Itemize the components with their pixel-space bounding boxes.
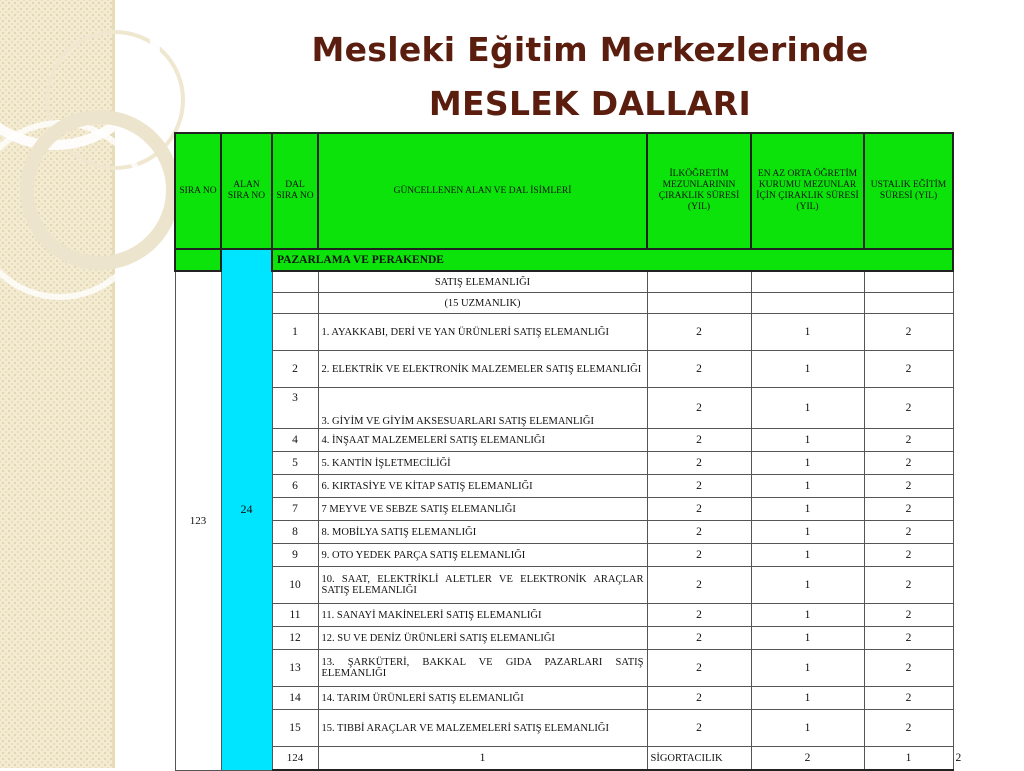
slide-title-line1: Mesleki Eğitim Merkezlerinde: [311, 30, 869, 69]
dal-name: 5. KANTİN İŞLETMECİLİĞİ: [318, 452, 647, 475]
ilkogretim-value: 2: [647, 452, 751, 475]
header-orta-ogretim-suresi: EN AZ ORTA ÖĞRETİM KURUMU MEZUNLAR İÇİN ÇIRAKLIK SÜRESİ (YIL): [751, 133, 864, 249]
header-ilkogretim-suresi: İLKÖĞRETİM MEZUNLARININ ÇIRAKLIK SÜRESİ (YIL): [647, 133, 751, 249]
table-row: [175, 627, 953, 650]
dal-name: 12. SU VE DENİZ ÜRÜNLERİ SATIŞ ELEMANLIĞI: [318, 627, 647, 650]
dal-name: 8. MOBİLYA SATIŞ ELEMANLIĞI: [318, 521, 647, 544]
ilkogretim-value: 2: [647, 604, 751, 627]
empty-cell: [751, 271, 864, 293]
header-alan-sira-no: ALAN SIRA NO: [221, 133, 272, 249]
dal-name: 9. OTO YEDEK PARÇA SATIŞ ELEMANLIĞI: [318, 544, 647, 567]
orta-ogretim-value: 1: [751, 429, 864, 452]
dal-name: 13. ŞARKÜTERİ, BAKKAL VE GIDA PAZARLARI SATIŞ ELEMANLIĞI: [318, 650, 647, 687]
dal-sira-no: 15: [272, 710, 318, 747]
group-subtitle: (15 UZMANLIK): [318, 293, 647, 314]
orta-ogretim-value: 1: [751, 650, 864, 687]
dal-name: SİGORTACILIK: [647, 747, 751, 771]
dal-sira-no: 1: [272, 314, 318, 351]
dal-sira-no: 12: [272, 627, 318, 650]
dal-sira-no: 8: [272, 521, 318, 544]
meslek-dallari-table-wrapper: [174, 132, 962, 771]
group-title-row: [175, 271, 953, 293]
ustalik-value: 2: [864, 314, 953, 351]
dal-sira-no: 4: [272, 429, 318, 452]
ilkogretim-value: 2: [647, 351, 751, 388]
dal-name: 11. SANAYİ MAKİNELERİ SATIŞ ELEMANLIĞI: [318, 604, 647, 627]
alan-sira-no-cell: 24: [221, 249, 272, 770]
table-row: [175, 710, 953, 747]
orta-ogretim-value: 1: [751, 475, 864, 498]
empty-cell: [864, 293, 953, 314]
ustalik-value: 2: [864, 650, 953, 687]
ilkogretim-value: 2: [647, 314, 751, 351]
table-row: [175, 521, 953, 544]
meslek-dallari-table: [174, 132, 962, 771]
orta-ogretim-value: 1: [751, 498, 864, 521]
ilkogretim-value: 2: [647, 627, 751, 650]
table-row: [175, 567, 953, 604]
ilkogretim-value: 2: [647, 521, 751, 544]
orta-ogretim-value: 1: [751, 687, 864, 710]
table-row: [175, 429, 953, 452]
ilkogretim-value: 2: [647, 650, 751, 687]
ustalik-value: 2: [864, 627, 953, 650]
table-row: [175, 475, 953, 498]
sira-no-cell: 123: [175, 271, 221, 770]
section-title: PAZARLAMA VE PERAKENDE: [272, 249, 953, 271]
table-row: [175, 544, 953, 567]
dal-sira-no: 11: [272, 604, 318, 627]
dal-name: 6. KIRTASİYE VE KİTAP SATIŞ ELEMANLIĞI: [318, 475, 647, 498]
table-row: [175, 687, 953, 710]
orta-ogretim-value: 1: [751, 710, 864, 747]
orta-ogretim-value: 1: [751, 627, 864, 650]
slide-title-line2: MESLEK DALLARI: [428, 84, 752, 123]
ustalik-value: 2: [864, 452, 953, 475]
dal-name: 4. İNŞAAT MALZEMELERİ SATIŞ ELEMANLIĞI: [318, 429, 647, 452]
dal-sira-no: 6: [272, 475, 318, 498]
ustalik-value: 2: [864, 604, 953, 627]
ustalik-value: 2: [864, 475, 953, 498]
ustalik-value: 2: [864, 567, 953, 604]
table-row: [175, 604, 953, 627]
dal-sira-no: 1: [318, 747, 647, 771]
section-blank-cell: [175, 249, 221, 271]
ustalik-value: 2: [864, 429, 953, 452]
ilkogretim-value: 2: [647, 429, 751, 452]
ilkogretim-value: 2: [647, 687, 751, 710]
orta-ogretim-value: 1: [751, 388, 864, 429]
dal-sira-no: 10: [272, 567, 318, 604]
orta-ogretim-value: 1: [751, 567, 864, 604]
dal-name: 10. SAAT, ELEKTRİKLİ ALETLER VE ELEKTRONİK ARAÇLAR SATIŞ ELEMANLIĞI: [318, 567, 647, 604]
table-row: 124 1 SİGORTACILIK 2 1 2: [175, 747, 953, 771]
header-ustalik-suresi: USTALIK EĞİTİM SÜRESİ (YIL): [864, 133, 953, 249]
dal-name: 7 MEYVE VE SEBZE SATIŞ ELEMANLIĞI: [318, 498, 647, 521]
dal-name: 3. GİYİM VE GİYİM AKSESUARLARI SATIŞ ELEMANLIĞI: [318, 388, 647, 429]
dal-sira-no: 2: [272, 351, 318, 388]
empty-cell: [272, 271, 318, 293]
dal-sira-no: 9: [272, 544, 318, 567]
empty-cell: [647, 271, 751, 293]
orta-ogretim-value: 1: [864, 747, 953, 771]
dal-sira-no: 5: [272, 452, 318, 475]
ilkogretim-value: 2: [647, 388, 751, 429]
table-row: [175, 650, 953, 687]
ustalik-value: 2: [864, 388, 953, 429]
ustalik-value: 2: [864, 687, 953, 710]
orta-ogretim-value: 1: [751, 521, 864, 544]
ilkogretim-value: 2: [647, 544, 751, 567]
ilkogretim-value: 2: [647, 567, 751, 604]
ilkogretim-value: 2: [647, 498, 751, 521]
section-row: [175, 249, 953, 271]
ustalik-value: 2: [864, 498, 953, 521]
header-alan-dal-isimleri: GÜNCELLENEN ALAN VE DAL İSİMLERİ: [318, 133, 647, 249]
dal-name: 15. TIBBİ ARAÇLAR VE MALZEMELERİ SATIŞ ELEMANLIĞI: [318, 710, 647, 747]
group-title: SATIŞ ELEMANLIĞI: [318, 271, 647, 293]
decorative-ring: [20, 110, 180, 270]
orta-ogretim-value: 1: [751, 314, 864, 351]
dal-sira-no: 14: [272, 687, 318, 710]
orta-ogretim-value: 1: [751, 351, 864, 388]
empty-cell: [751, 293, 864, 314]
table-row: [175, 351, 953, 388]
empty-cell: [864, 271, 953, 293]
table-row: [175, 314, 953, 351]
ilkogretim-value: 2: [647, 475, 751, 498]
sira-no-cell: 124: [272, 747, 318, 771]
table-row: [175, 452, 953, 475]
ustalik-value: 2: [864, 521, 953, 544]
ilkogretim-value: 2: [751, 747, 864, 771]
dal-sira-no: 7: [272, 498, 318, 521]
group-subtitle-row: [175, 293, 953, 314]
empty-cell: [272, 293, 318, 314]
orta-ogretim-value: 1: [751, 452, 864, 475]
table-row: [175, 498, 953, 521]
ustalik-value: 2: [864, 710, 953, 747]
ustalik-value: 2: [864, 351, 953, 388]
table-header-row: [175, 133, 953, 249]
header-sira-no: SIRA NO: [175, 133, 221, 249]
table-row: [175, 388, 953, 429]
header-dal-sira-no: DAL SIRA NO: [272, 133, 318, 249]
empty-cell: [647, 293, 751, 314]
orta-ogretim-value: 1: [751, 604, 864, 627]
orta-ogretim-value: 1: [751, 544, 864, 567]
dal-name: 2. ELEKTRİK VE ELEKTRONİK MALZEMELER SATIŞ ELEMANLIĞI: [318, 351, 647, 388]
dal-sira-no: 3: [272, 388, 318, 429]
ustalik-value: 2: [864, 544, 953, 567]
dal-name: 14. TARIM ÜRÜNLERİ SATIŞ ELEMANLIĞI: [318, 687, 647, 710]
dal-name: 1. AYAKKABI, DERİ VE YAN ÜRÜNLERİ SATIŞ ELEMANLIĞI: [318, 314, 647, 351]
dal-sira-no: 13: [272, 650, 318, 687]
ilkogretim-value: 2: [647, 710, 751, 747]
